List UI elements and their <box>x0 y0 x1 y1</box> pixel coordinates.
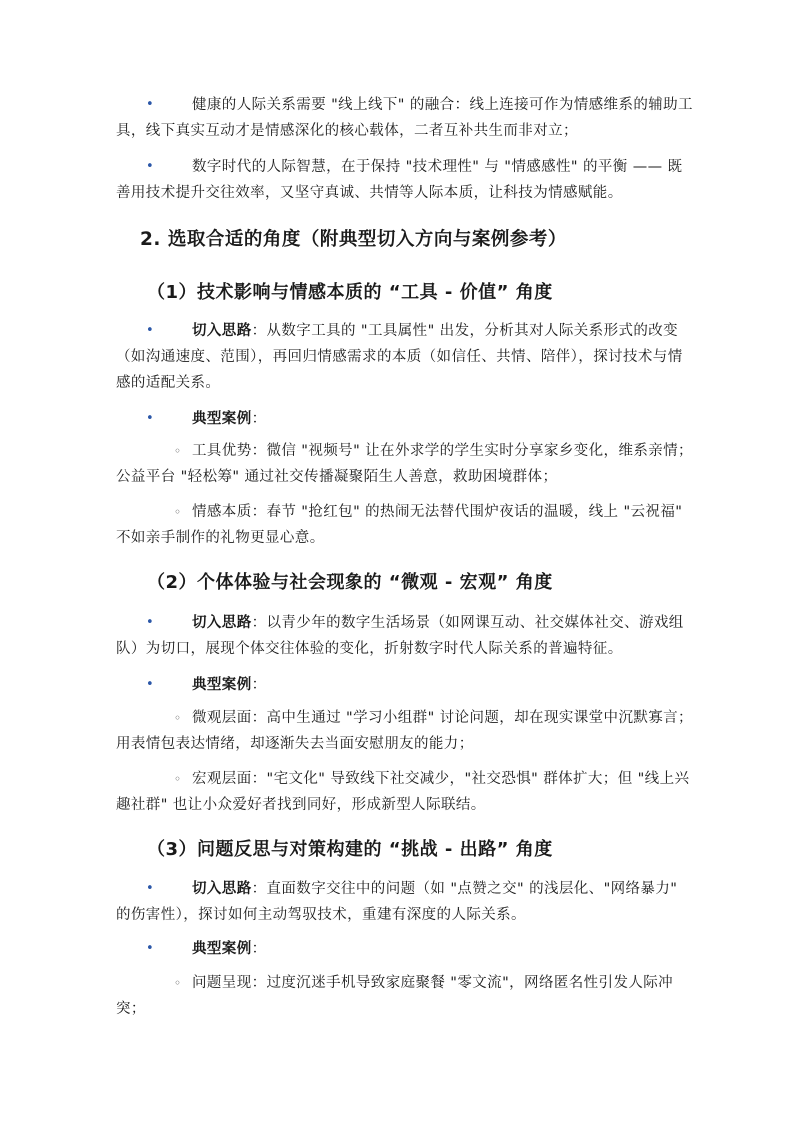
bullet-keyword: 典型案例 <box>192 677 252 693</box>
bullet-keyword: 典型案例 <box>192 411 252 427</box>
bullet-keyword: 切入思路 <box>192 323 252 339</box>
bullet-item <box>116 610 694 662</box>
bullet-icon: • <box>146 159 155 174</box>
bullet-icon: • <box>146 323 155 338</box>
bullet-text: 健康的人际关系需要 "线上线下" 的融合：线上连接可作为情感维系的辅助工具，线下真实互动才是情感深化的核心载体，二者互补共生而非对立； <box>116 97 693 139</box>
bullet-item <box>116 92 694 144</box>
sub-bullet-text: 情感本质：春节 "抢红包" 的热闹无法替代围炉夜话的温暖，线上 "云祝福" 不如亲手制作的礼物更显心意。 <box>116 504 683 546</box>
bullet-icon: • <box>146 411 155 426</box>
bullet-icon: • <box>146 881 155 896</box>
sub-bullet-item <box>116 705 694 757</box>
bullet-icon: • <box>146 615 155 630</box>
bullet-item <box>116 936 694 962</box>
bullet-text: 数字时代的人际智慧，在于保持 "技术理性" 与 "情感感性" 的平衡 —— 既善用技术提升交往效率，又坚守真诚、共情等人际本质，让科技为情感赋能。 <box>116 159 683 201</box>
circle-bullet-icon: ◦ <box>174 976 182 990</box>
bullet-text: ：直面数字交往中的问题（如 "点赞之交" 的浅层化、"网络暴力" 的伤害性），探讨如何主动驾驭技术，重建有深度的人际关系。 <box>116 881 678 923</box>
sub-bullet-item <box>116 499 694 551</box>
sub-bullet-text: 宏观层面："宅文化" 导致线下社交减少，"社交恐惧" 群体扩大；但 "线上兴趣社群" 也让小众爱好者找到同好，形成新型人际联结。 <box>116 771 690 813</box>
colon: ： <box>251 941 267 957</box>
circle-bullet-icon: ◦ <box>174 772 182 786</box>
bullet-item <box>116 154 694 206</box>
sub-bullet-text: 微观层面：高中生通过 "学习小组群" 讨论问题，却在现实课堂中沉默寡言；用表情包表达情绪，却逐渐失去当面安慰朋友的能力； <box>116 710 693 752</box>
bullet-text: ：以青少年的数字生活场景（如网课互动、社交媒体社交、游戏组队）为切口，展现个体交往体验的变化，折射数字时代人际关系的普遍特征。 <box>116 615 684 657</box>
sub-bullet-item <box>116 766 694 818</box>
subsection-heading: （1）技术影响与情感本质的 “工具 - 价值” 角度 <box>147 282 553 303</box>
colon: ： <box>251 411 267 427</box>
bullet-item <box>116 406 694 432</box>
bullet-keyword: 切入思路 <box>192 881 252 897</box>
sub-bullet-item <box>116 970 694 1022</box>
circle-bullet-icon: ◦ <box>174 505 182 519</box>
sub-bullet-item <box>116 438 694 490</box>
bullet-keyword: 切入思路 <box>192 615 252 631</box>
sub-bullet-text: 工具优势：微信 "视频号" 让在外求学的学生实时分享家乡变化，维系亲情；公益平台 "轻松筹" 通过社交传播凝聚陌生人善意，救助困境群体； <box>116 443 693 485</box>
bullet-keyword: 典型案例 <box>192 941 252 957</box>
bullet-text: ：从数字工具的 "工具属性" 出发，分析其对人际关系形式的改变（如沟通速度、范围），再回归情感需求的本质（如信任、共情、陪伴），探讨技术与情感的适配关系。 <box>116 323 683 391</box>
bullet-item <box>116 672 694 698</box>
circle-bullet-icon: ◦ <box>174 711 182 725</box>
sub-bullet-text: 问题呈现：过度沉迷手机导致家庭聚餐 "零文流"，网络匿名性引发人际冲突； <box>116 975 674 1017</box>
colon: ： <box>251 677 267 693</box>
bullet-icon: • <box>146 97 155 112</box>
bullet-item <box>116 318 694 396</box>
bullet-item <box>116 876 694 928</box>
section-heading: 2. 选取合适的角度（附典型切入方向与案例参考） <box>140 229 567 250</box>
subsection-heading: （2）个体体验与社会现象的 “微观 - 宏观” 角度 <box>147 572 553 593</box>
circle-bullet-icon: ◦ <box>174 444 182 458</box>
bullet-icon: • <box>146 677 155 692</box>
bullet-icon: • <box>146 941 155 956</box>
subsection-heading: （3）问题反思与对策构建的 “挑战 - 出路” 角度 <box>147 839 553 860</box>
